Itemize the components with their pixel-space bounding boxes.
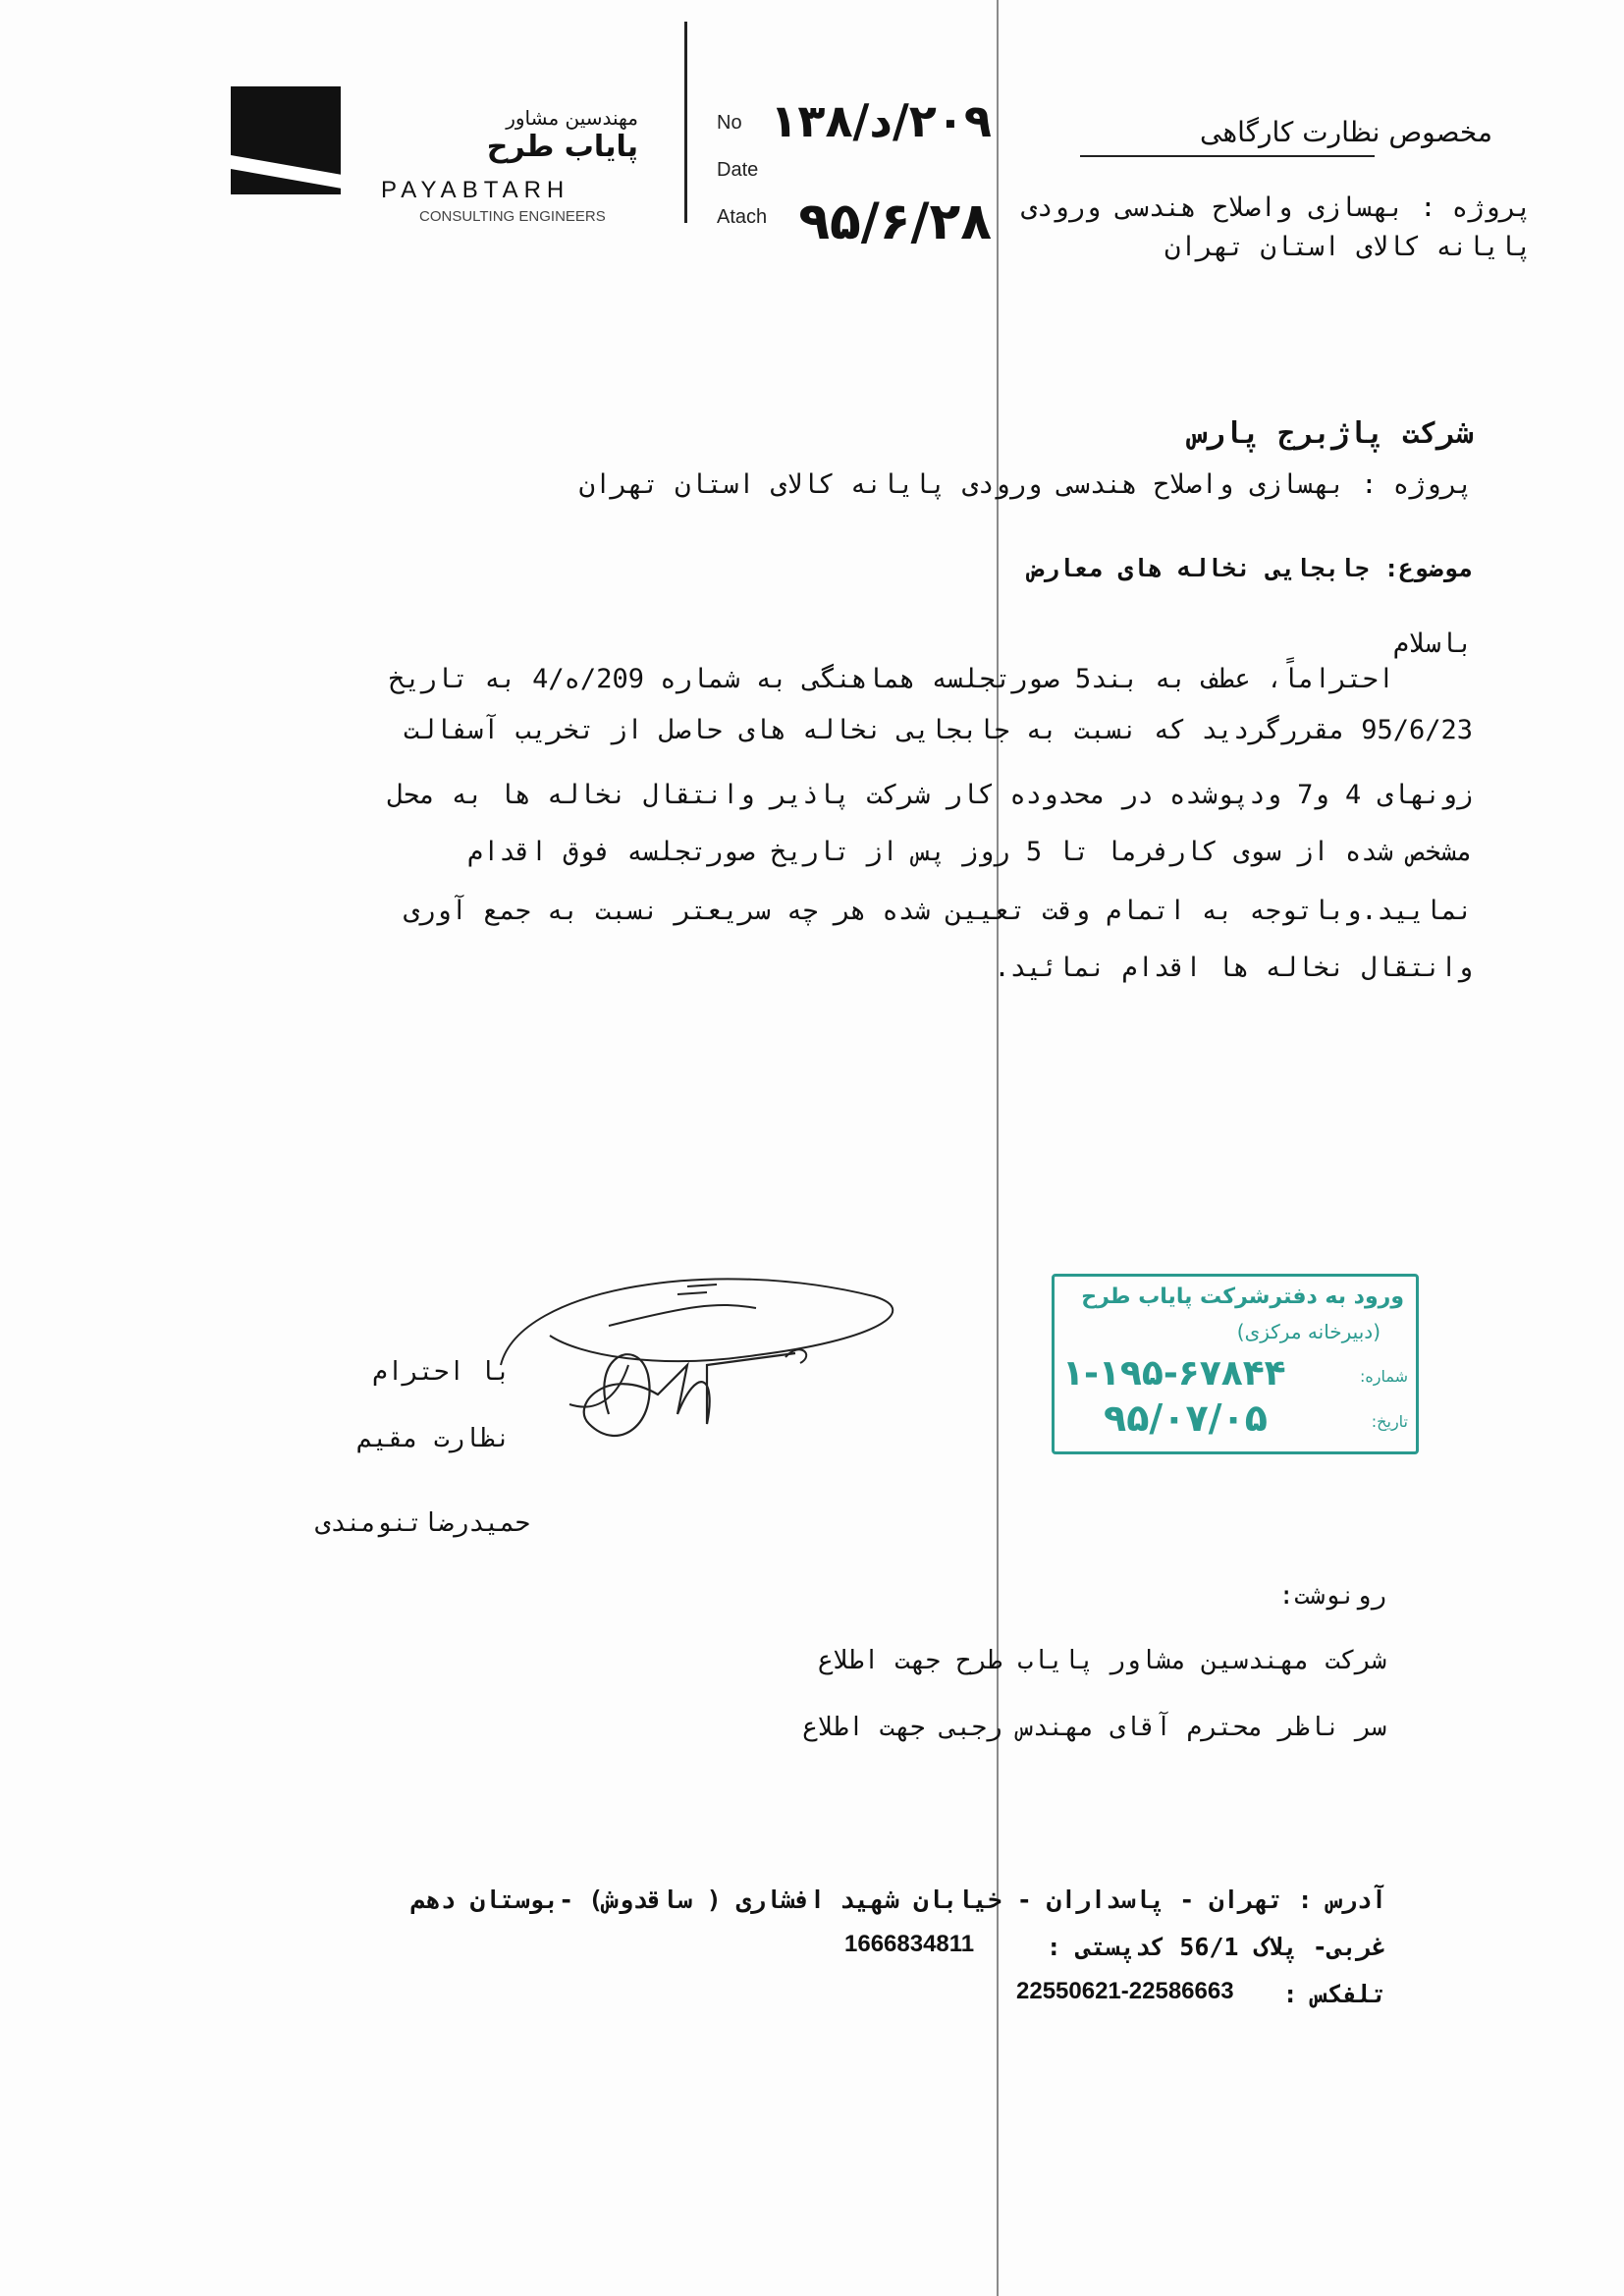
body-line-6: وانتقال نخاله ها اقدام نمائید. [994,953,1473,983]
date-label: Date [717,159,759,181]
stamp-number-value: ۱-۱۹۵-۶۷۸۴۴ [1062,1353,1286,1394]
attach-label: Atach [717,206,768,228]
letterhead-name-fa-small: مهندسین مشاور [506,106,638,130]
body-line-4: مشخص شده از سوی کارفرما تا 5 روز پس از تاریخ صورتجلسه فوق اقدام [466,837,1473,867]
body-line-5: نمایید.وباتوجه به اتمام وقت تعیین شده هر چه سریعتر نسبت به جمع آوری [403,896,1473,926]
letterhead-subtitle: CONSULTING ENGINEERS [419,208,606,225]
stamp-line2: (دبیرخانه مرکزی) [1236,1320,1380,1343]
handwritten-signature [461,1247,913,1503]
letterhead-divider [684,22,687,223]
cc-item-2: سر ناظر محترم آقای مهندس رجبی جهت اطلاع [802,1713,1386,1742]
greeting: باسلام [1392,629,1473,659]
stamp-date-value: ۹۵/۰۷/۰۵ [1104,1396,1268,1440]
stamp-date-label: تاریخ: [1371,1412,1408,1431]
recipient: شرکت پاژبرج پارس [1189,416,1473,451]
no-label: No [717,112,742,134]
department-label: مخصوص نظارت کارگاهی [1200,116,1492,148]
project-line: پروژه : بهسازی واصلاح هندسی ورودی پایانه کالای استان تهران [578,469,1473,500]
signature-name: حمیدرضاتنومندی [314,1508,530,1538]
body-line-3: زونهای 4 و7 ودپوشده در محدوده کار شرکت پاذیر وانتقال نخاله ها به محل [387,780,1473,810]
signature-closing: با احترام [372,1357,511,1387]
body-line-2: 95/6/23 مقررگردید که نسبت به جابجایی نخاله های حاصل از تخریب آسفالت [403,715,1473,745]
header-project-line1: پروژه : بهسازی واصلاح هندسی ورودی [1020,192,1532,223]
logo-mark [231,86,341,194]
cc-label: رونوشت: [1278,1581,1386,1611]
postal-code: 1666834811 [844,1931,975,1957]
department-underline [1080,155,1375,157]
letterhead-name-fa: پایاب طرح [486,130,638,164]
letter-number: ۲۰۹/د/۱۳۸ [770,94,992,147]
subject-line: موضوع: جابجایی نخاله های معارض [1029,554,1473,582]
letterhead-name-en: PAYABTARH [381,177,570,203]
telfax-number: 22550621-22586663 [1016,1978,1234,2004]
receipt-stamp [1052,1274,1419,1454]
address-line1: آدرس : تهران - پاسداران - خیابان شهید افشاری ( ساقدوش) -بوستان دهم [410,1886,1386,1914]
signature-title: نظارت مقیم [356,1424,511,1453]
letter-date: ۹۵/۶/۲۸ [798,192,992,251]
telfax-label: تلفکس : [1282,1980,1386,2008]
stamp-number-label: شماره: [1359,1367,1408,1386]
header-project-line2: پایانه کالای استان تهران [1164,232,1532,262]
cc-item-1: شرکت مهندسین مشاور پایاب طرح جهت اطلاع [817,1646,1386,1675]
stamp-line1: ورود به دفترشرکت پایاب طرح [1081,1285,1404,1309]
body-line-1: احتراماً، عطف به بند5 صورتجلسه هماهنگی به شماره 209/ه/4 به تاریخ [388,664,1394,694]
address-line2: غربی- پلاک 56/1 کدپستی : [1046,1933,1386,1961]
